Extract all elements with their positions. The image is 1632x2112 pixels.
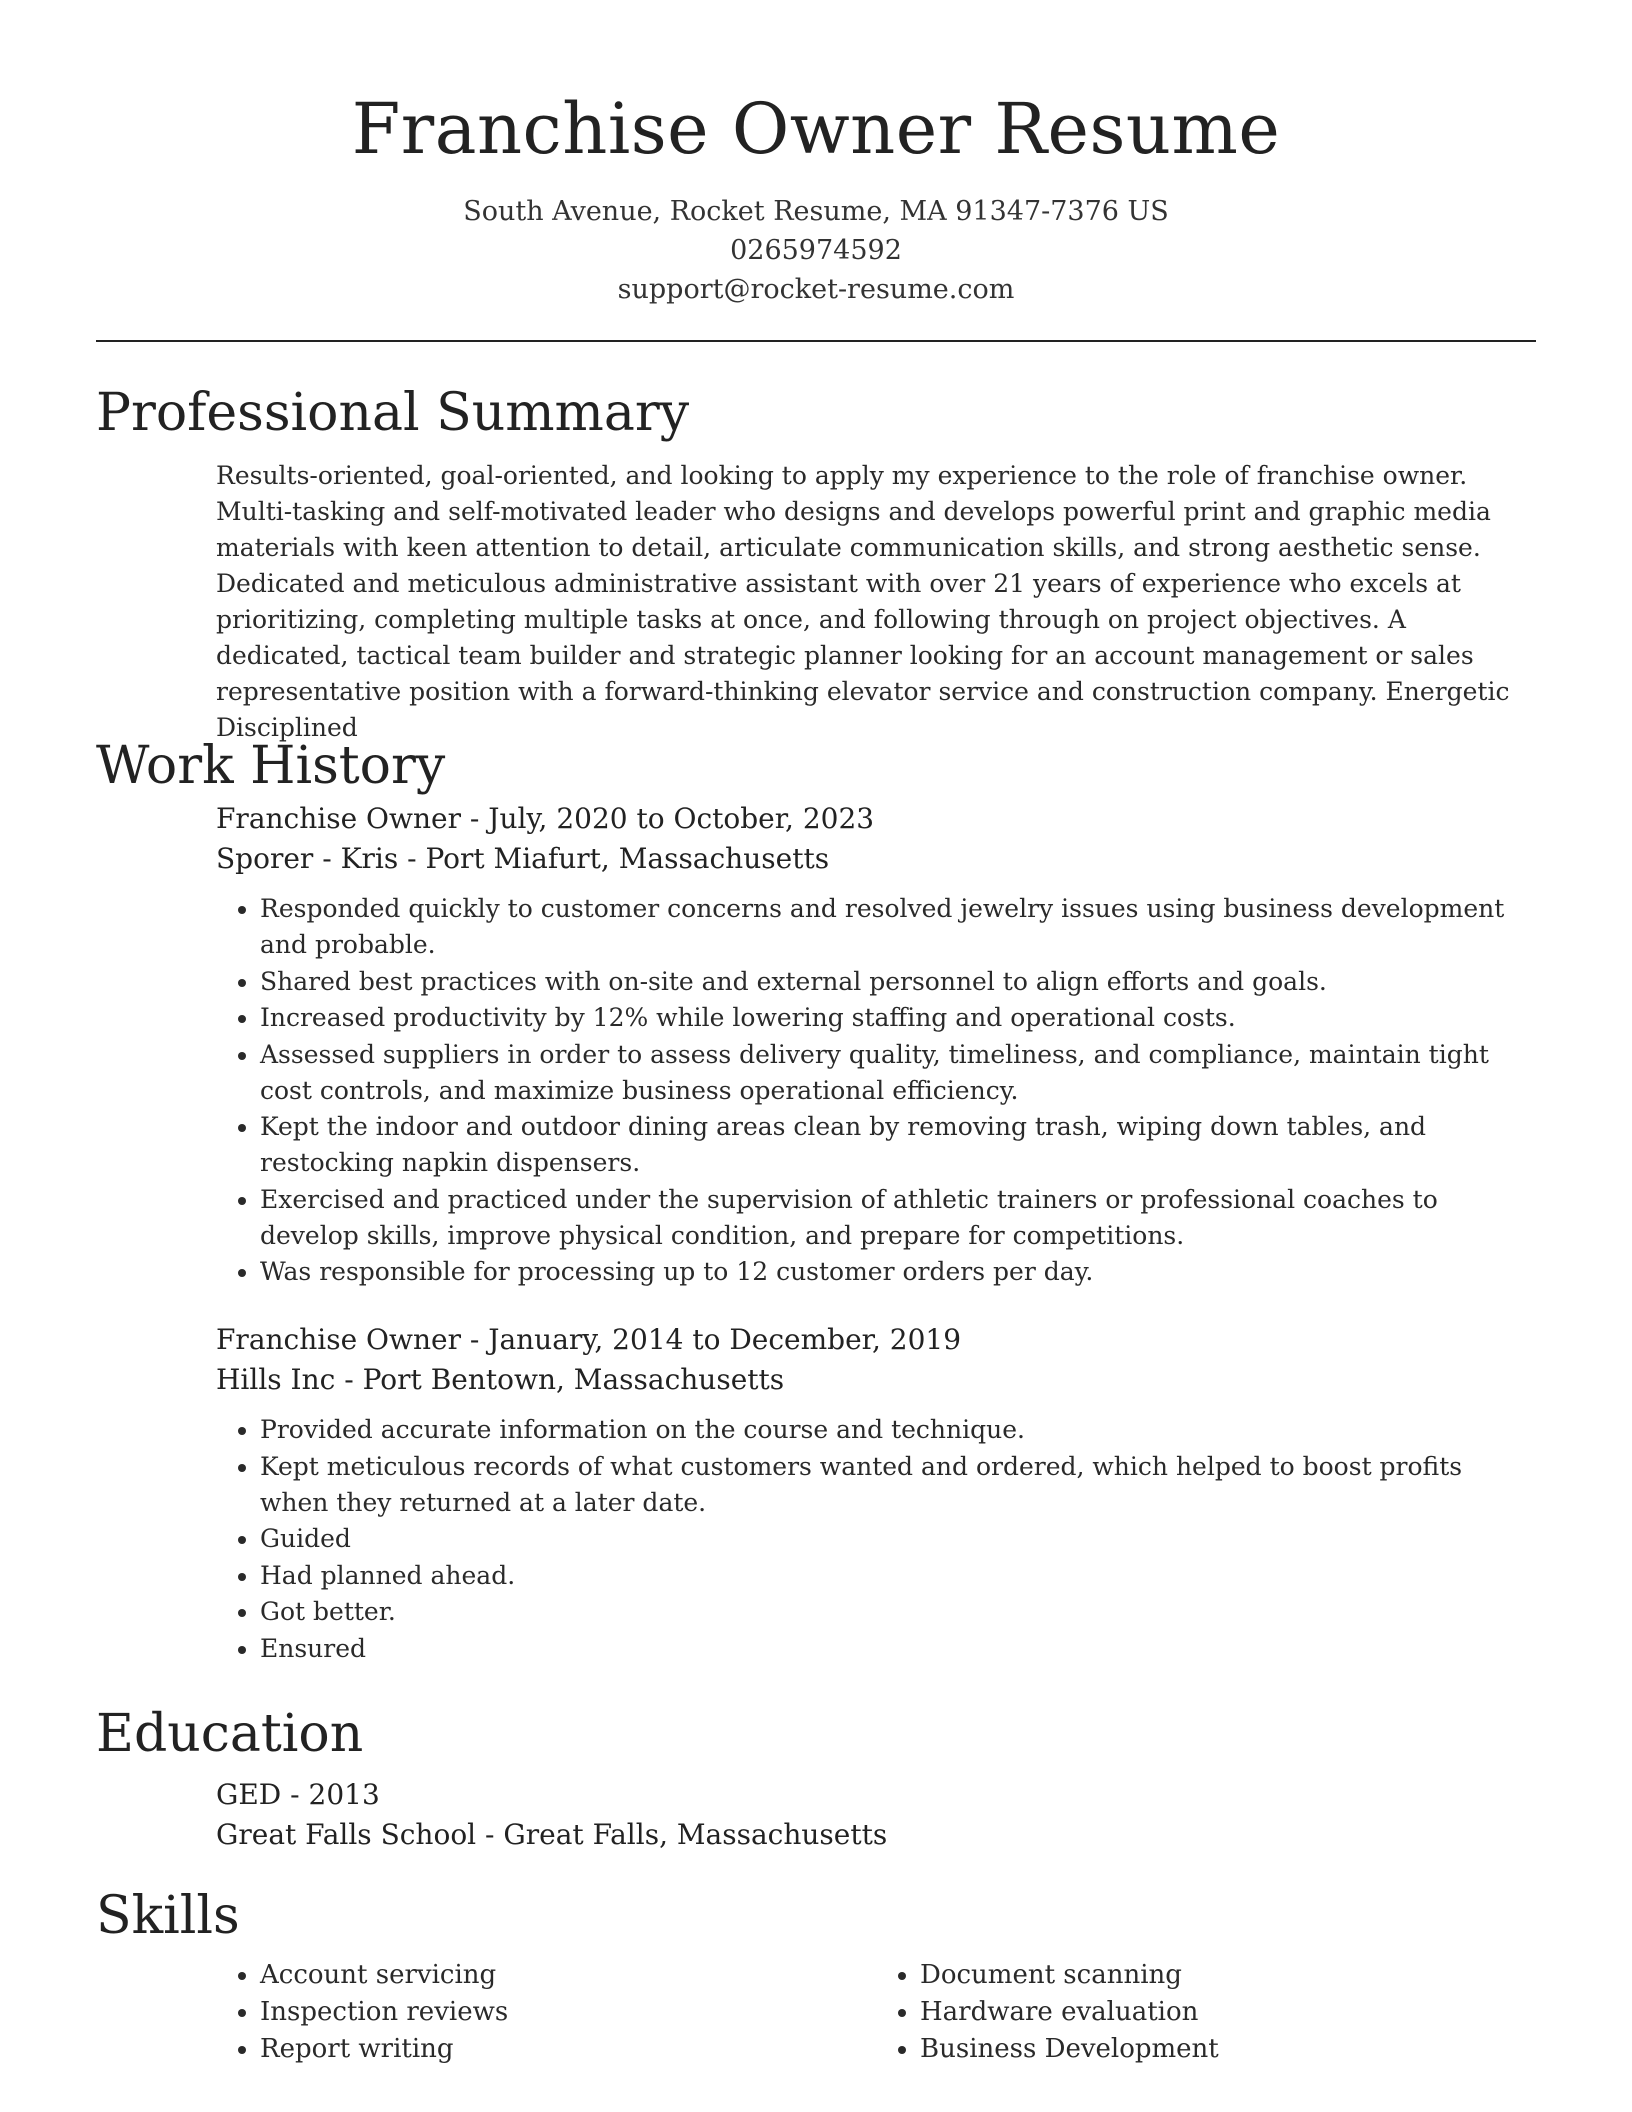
job-entry [216,1320,1536,1667]
job-title-line: Franchise Owner - January, 2014 to December, 2019 [216,1323,962,1356]
skill-item: • Business Development [920,2031,1536,2068]
job-bullet: • Ensured [260,1631,1536,1667]
job-bullet: • Provided accurate information on the course and technique. [260,1412,1536,1448]
job-bullet: • Kept meticulous records of what customers wanted and ordered, which helped to boost profits when they returned at a later date. [260,1449,1536,1521]
job-bullet: • Kept the indoor and outdoor dining areas clean by removing trash, wiping down tables, and restocking napkin dispensers. [260,1109,1536,1181]
skill-item: • Inspection reviews [260,1994,876,2031]
job-bullet: • Had planned ahead. [260,1558,1536,1594]
skill-item: • Document scanning [920,1957,1536,1994]
skills-section [96,1883,1536,2068]
job-bullet: • Responded quickly to customer concerns and resolved jewelry issues using business development and probable. [260,891,1536,963]
skills-column-left [216,1957,876,2068]
resume-header [0,0,1632,309]
job-bullet: • Increased productivity by 12% while lowering staffing and operational costs. [260,1000,1536,1036]
job-bullet: • Exercised and practiced under the supervision of athletic trainers or professional coaches to develop skills, improve physical condition, and prepare for competitions. [260,1182,1536,1254]
job-bullets [216,1412,1536,1667]
work-history-section [96,733,1536,1667]
job-bullet: • Got better. [260,1594,1536,1630]
work-history-heading: Work History [96,736,446,796]
job-company-line: Hills Inc - Port Bentown, Massachusetts [216,1363,785,1396]
contact-block [0,192,1632,309]
education-section [96,1701,1536,1855]
skill-item: • Hardware evaluation [920,1994,1536,2031]
skills-grid [216,1957,1536,2068]
contact-email: support@rocket-resume.com [617,274,1015,305]
summary-section [96,380,1536,746]
job-bullet: • Was responsible for processing up to 12 customer orders per day. [260,1254,1536,1290]
resume-title: Franchise Owner Resume [351,88,1281,170]
job-company-line: Sporer - Kris - Port Miafurt, Massachusetts [216,842,830,875]
education-degree-line: GED - 2013 [216,1778,380,1811]
contact-phone: 0265974592 [730,235,902,266]
skill-item: • Account servicing [260,1957,876,1994]
job-bullets [216,891,1536,1290]
summary-text: Results-oriented, goal-oriented, and looking to apply my experience to the role of franchise owner. Multi-tasking and self-motivated leader who designs and develops powerful print and graphic media materials with keen attention to detail, articulate communication skills, and strong aesthetic sense. Dedicated and meticulous administrative assistant with over 21 years of experience who excels at prioritizing, completing multiple tasks at once, and following through on project objectives. A dedicated, tactical team builder and strategic planner looking for an account management or sales representative position with a forward-thinking elevator service and construction company. Energetic Disciplined [216,461,1510,742]
education-heading: Education [96,1704,364,1764]
job-bullet: • Shared best practices with on-site and external personnel to align efforts and goals. [260,964,1536,1000]
summary-heading: Professional Summary [96,383,690,443]
job-entry [216,799,1536,1290]
skills-heading: Skills [96,1886,240,1946]
contact-address: South Avenue, Rocket Resume, MA 91347-7376 US [463,196,1169,227]
job-title-line: Franchise Owner - July, 2020 to October, 2023 [216,802,875,835]
job-bullet: • Guided [260,1521,1536,1557]
skill-item: • Report writing [260,2031,876,2068]
skills-column-right [876,1957,1536,2068]
job-bullet: • Assessed suppliers in order to assess delivery quality, timeliness, and compliance, maintain tight cost controls, and maximize business operational efficiency. [260,1037,1536,1109]
education-school-line: Great Falls School - Great Falls, Massachusetts [216,1818,888,1851]
header-divider [96,340,1536,342]
